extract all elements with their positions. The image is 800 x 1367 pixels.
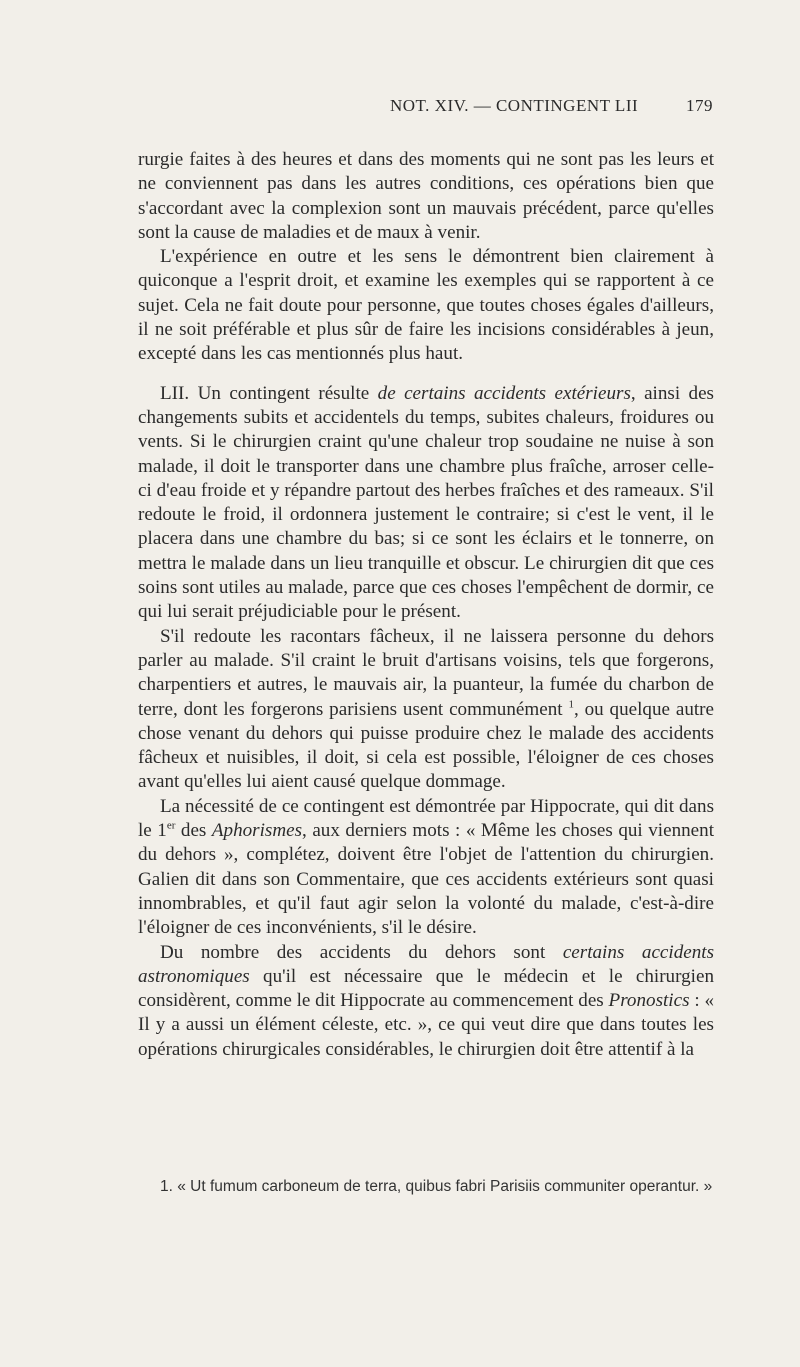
running-title: NOT. XIV. — CONTINGENT LII bbox=[390, 96, 639, 115]
paragraph-5 bbox=[138, 795, 714, 941]
footnote-text: « Ut fumum carboneum de terra, quibus fabri Parisiis communiter operantur. » bbox=[177, 1178, 713, 1195]
italic-phrase: de certains accidents extérieurs bbox=[377, 382, 631, 404]
paragraph-section-lii bbox=[138, 382, 714, 625]
footnote-number: 1. bbox=[160, 1178, 173, 1195]
text-run: , ou quelque autre chose venant du dehors qui puisse produire chez le malade des accidents fâcheux et nuisibles, il doit, si cela est possible, l'éloigner de ces choses avant qu'elles lui aient causé quelque dommage. bbox=[138, 698, 714, 793]
paragraph-1: rurgie faites à des heures et dans des moments qui ne sont pas les leurs et ne conviennent pas dans les autres conditions, ces opérations bien que s'accordant avec la complexion sont un mauvais précédent, parce qu'elles sont la cause de maladies et de maux à venir. bbox=[138, 149, 714, 243]
text-run: , ainsi des changements subits et accidentels du temps, subites chaleurs, froidures ou vents. Si le chirurgien craint qu'une chaleur trop soudaine ne nuise à son malade, il doit le transporter dans une chambre plus fraîche, arroser celle-ci d'eau froide et y répandre partout des herbes fraîches et des rameaux. S'il redoute le froid, il ordonnera justement le contraire; si c'est le vent, il le placera dans une chambre du bas; si ce sont les éclairs et le tonnerre, on mettra le malade dans un lieu tranquille et obscur. Le chirurgien dit que ces soins sont utiles au malade, parce que ces choses l'empêchent de dormir, ce qui lui serait préjudiciable pour le présent. bbox=[138, 382, 714, 623]
footnote-ref: 1 bbox=[568, 698, 574, 711]
running-head bbox=[0, 96, 800, 120]
paragraph-4 bbox=[138, 625, 714, 795]
text-run: Du nombre des accidents du dehors sont bbox=[160, 941, 563, 963]
text-run: , aux derniers mots : « Même les choses qui viennent du dehors », complétez, doivent être l'objet de l'attention du chirurgien. Galien dit dans son Commentaire, que ces accidents extérieurs sont quasi innombrables, et qu'il faut agir selon la volonté du malade, c'est-à-dire l'éloigner de ces inconvénients, s'il le désire. bbox=[138, 820, 714, 939]
text-run: LII. Un contingent résulte bbox=[160, 382, 378, 404]
body-text bbox=[138, 148, 714, 1062]
ordinal-superscript: er bbox=[166, 819, 176, 832]
text-run: La nécessité de ce contingent est démontrée par Hippocrate, qui dit dans le 1 bbox=[138, 795, 714, 842]
text-run: des bbox=[175, 820, 212, 842]
paragraph-6 bbox=[138, 941, 714, 1062]
text-run: : « Il y a aussi un élément céleste, etc. », ce qui veut dire que dans toutes les opérations chirurgicales considérables, le chirurgien doit être attentif à la bbox=[138, 990, 714, 1060]
page-number: 179 bbox=[686, 96, 713, 115]
text-run: qu'il est nécessaire que le médecin et le chirurgien considèrent, comme le dit Hippocrate au commencement des bbox=[138, 965, 714, 1012]
paragraph-2: L'expérience en outre et les sens le démontrent bien clairement à quiconque a l'esprit droit, et examine les exemples qui se rapportent à ce sujet. Cela ne fait doute pour personne, que toutes choses égales d'ailleurs, il ne soit préférable et plus sûr de faire les incisions considérables à jeun, excepté dans les cas mentionnés plus haut. bbox=[138, 246, 714, 365]
text-run: S'il redoute les racontars fâcheux, il ne laissera personne du dehors parler au malade. S'il craint le bruit d'artisans voisins, tels que forgerons, charpentiers et autres, le mauvais air, la puanteur, la fumée du charbon de terre, dont les forgerons parisiens usent communément bbox=[138, 625, 714, 720]
italic-title: Aphorismes bbox=[211, 820, 303, 842]
italic-phrase: certains accidents astronomiques bbox=[138, 941, 714, 987]
footnote bbox=[160, 1177, 720, 1197]
italic-title: Pronostics bbox=[608, 990, 690, 1012]
